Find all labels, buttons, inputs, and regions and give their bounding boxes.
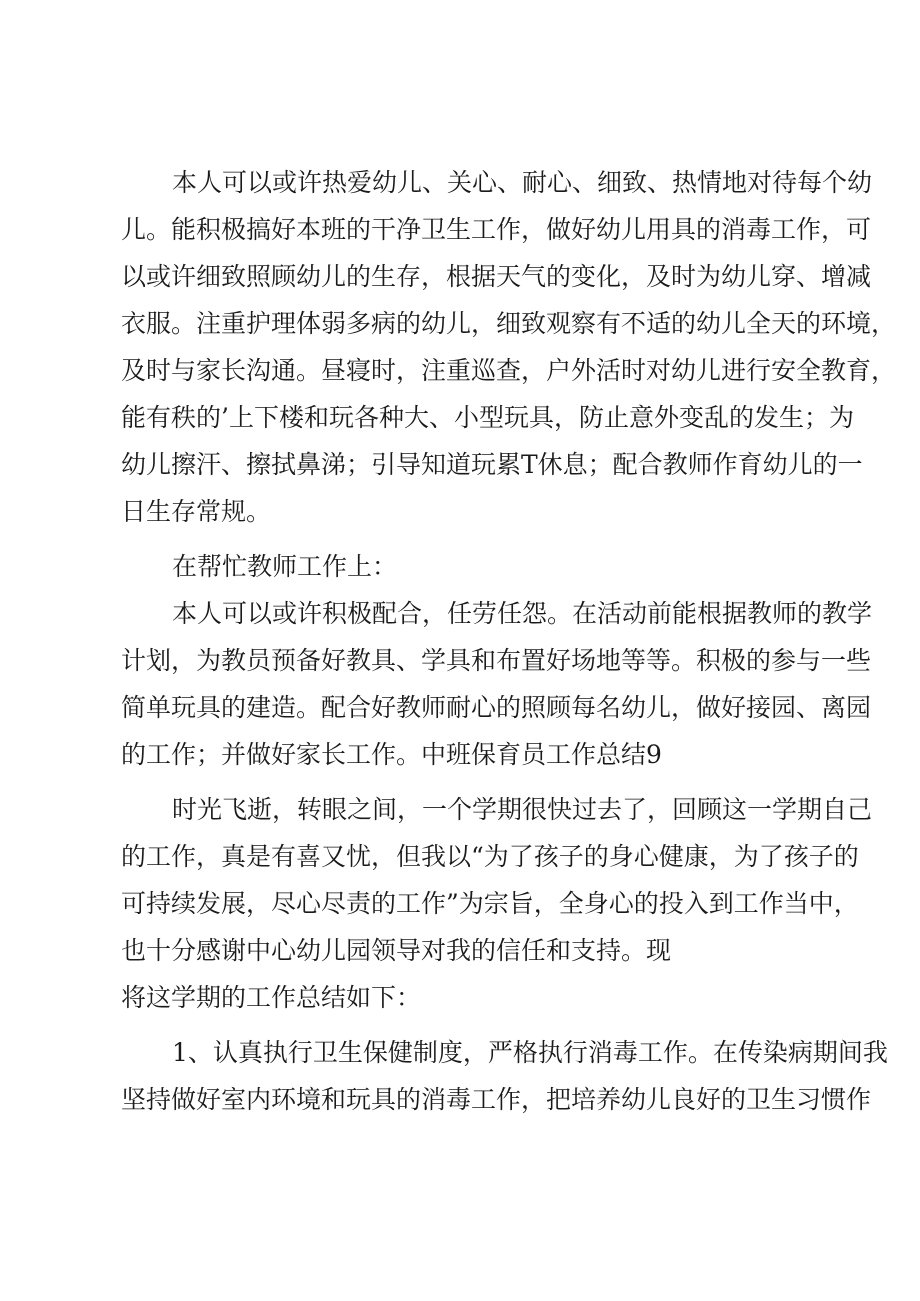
text-line: 及时与家长沟通。昼寝时，注重巡查，户外活时对幼儿进行安全教育， [121, 356, 897, 385]
text-line: 能有秩的’上下楼和玩各种大、小型玩具，防止意外变乱的发生；为 [121, 403, 854, 432]
text-line: 以或许细致照顾幼儿的生存，根据天气的变化，及时为幼儿穿、增减 [121, 262, 872, 291]
text-line: 在帮忙教师工作上： [172, 552, 398, 581]
text-line: 可持续发展，尽心尽责的工作”为宗旨，全身心的投入到工作当中， [121, 889, 859, 918]
text-line: 衣服。注重护理体弱多病的幼儿，细致观察有不适的幼儿全天的环境， [121, 309, 897, 338]
text-line: 1、认真执行卫生保健制度，严格执行消毒工作。在传染病期间我 [172, 1038, 888, 1067]
text-line: 时光飞逝，转眼之间，一个学期很快过去了，回顾这一学期自己 [172, 795, 873, 824]
text-line: 本人可以或许热爱幼儿、关心、耐心、细致、热情地对待每个幼 [172, 168, 873, 197]
text-line: 简单玩具的建造。配合好教师耐心的照顾每名幼儿，做好接园、离园 [121, 693, 872, 722]
text-line: 日生存常规。 [121, 497, 272, 526]
text-line: 将这学期的工作总结如下： [121, 983, 422, 1012]
text-line: 幼儿擦汗、擦拭鼻涕；引导知道玩累T休息；配合教师作育幼儿的一 [121, 450, 863, 479]
text-line: 也十分感谢中心幼儿园领导对我的信任和支持。现 [121, 936, 672, 965]
text-line: 本人可以或许积极配合，任劳任怨。在活动前能根据教师的教学 [172, 599, 873, 628]
text-line: 计划，为教员预备好教具、学具和布置好场地等等。积极的参与一些 [121, 646, 872, 675]
text-line: 的工作；并做好家长工作。中班保育员工作总结9 [121, 740, 662, 769]
text-line: 坚持做好室内环境和玩具的消毒工作，把培养幼儿良好的卫生习惯作 [121, 1085, 872, 1114]
text-line: 儿。能积极搞好本班的干净卫生工作，做好幼儿用具的消毒工作，可 [121, 215, 872, 244]
text-line: 的工作，真是有喜又忧，但我以“为了孩子的身心健康，为了孩子的 [121, 842, 859, 871]
